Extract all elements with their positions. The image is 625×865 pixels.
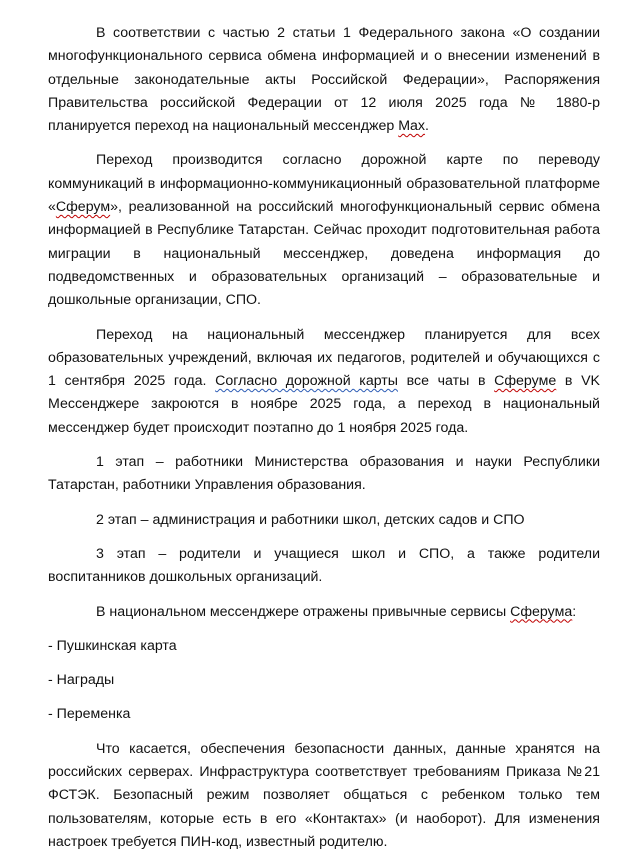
paragraph-transition [48, 324, 600, 440]
paragraph-text: В национальном мессенджере отражены привычные сервисы [96, 603, 511, 620]
spellcheck-word-sferuma: Сферума [510, 603, 573, 620]
paragraph-text: Переход на национальный мессенджер планируется для всех образовательных учреждений, включая их педагогов, родителей и обучающихся с 1 сентября 2025 года. [48, 326, 600, 390]
paragraph-text: все чаты в [398, 373, 495, 390]
spellcheck-word-sferum: Сферум [55, 199, 111, 216]
list-item: - Пушкинская карта [48, 637, 177, 654]
spellcheck-word-sferume: Сферуме [494, 373, 557, 390]
document-page [48, 22, 600, 865]
paragraph-roadmap [48, 149, 600, 312]
paragraph-stage-2: 2 этап – администрация и работники школ, детских садов и СПО [96, 511, 525, 528]
paragraph-text: В соответствии с частью 2 статьи 1 Федерального закона «О создании многофункционального сервиса обмена информацией и о внесении изменений в отдельные законодательные акты Российской Федерации», Распоряжения Правительства российской Федерации от 12 июля 2025 года № 1880-р планируется переход на национальный мессенджер [48, 25, 600, 135]
paragraph-security: Что касается, обеспечения безопасности данных, данные хранятся на российских серверах. Инфраструктура соответствует требованиям Приказа №21 ФСТЭК. Безопасный режим позволяет общаться с ребенком только тем пользователям, которые есть в его «Контактах» (и наоборот). Для изменения настроек требуется ПИН-код, известный родителю. [48, 740, 600, 850]
paragraph-stage-3: 3 этап – родители и учащиеся школ и СПО, а также родители воспитанников дошкольных организаций. [48, 545, 600, 586]
list-item: - Переменка [48, 706, 131, 723]
paragraph-text: : [572, 603, 577, 620]
paragraph-stage-1: 1 этап – работники Министерства образования и науки Республики Татарстан, работники Управления образования. [48, 454, 600, 494]
paragraph-services [48, 601, 600, 624]
list-item: - Награды [48, 672, 115, 689]
paragraph-text: в VK Мессенджере закроются в ноябре 2025 года, а переход в национальный мессенджер будет происходит поэтапно до 1 ноября 2025 года. [48, 373, 600, 436]
grammar-phrase-roadmap: Согласно дорожной карты [215, 373, 398, 390]
paragraph-text: Переход производится согласно дорожной карте по переводу коммуникаций в информационно-коммуникационный образовательной платформе « [48, 152, 600, 216]
paragraph-law-reference [48, 22, 600, 138]
spellcheck-word-max: Max [398, 118, 426, 135]
paragraph-text: », реализованной на российский многофункциональный сервис обмена информацией в Республике Татарстан. Сейчас проходит подготовительная работа миграции в национальный мессенджер, доведена информация до подведомственных и образовательных организаций – образовательные и дошкольные организации, СПО. [48, 199, 600, 309]
paragraph-text: . [425, 118, 429, 135]
